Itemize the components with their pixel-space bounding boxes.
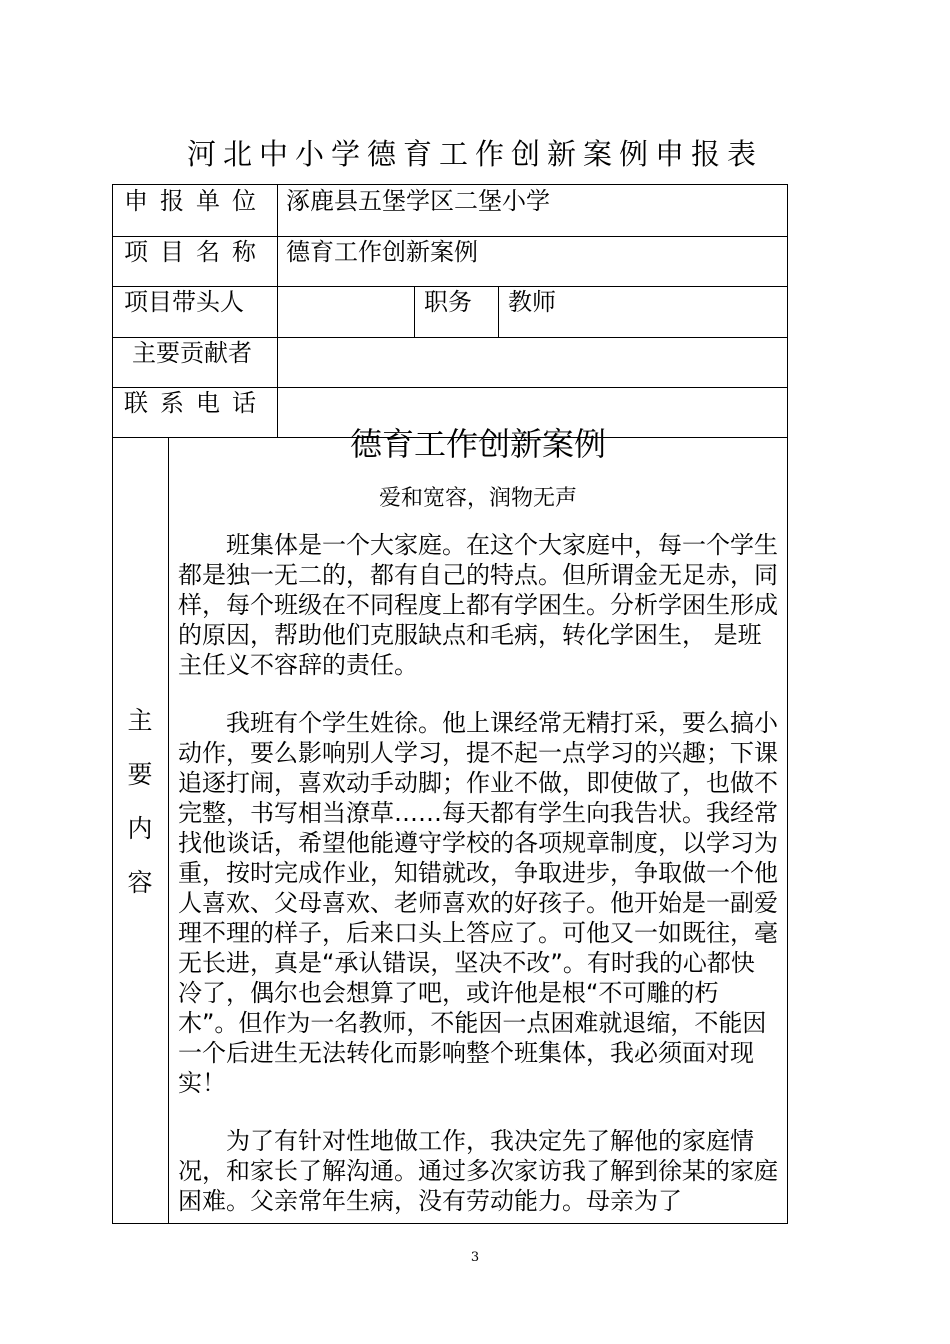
unit-value: 涿鹿县五堡学区二堡小学 xyxy=(286,187,550,215)
page-number: 3 xyxy=(470,1250,480,1265)
side-char: 内 xyxy=(127,814,153,843)
column-divider xyxy=(277,184,278,438)
content-heading: 德育工作创新案例 xyxy=(349,425,606,463)
side-char: 主 xyxy=(127,706,153,735)
main-content xyxy=(178,424,778,1216)
content-paragraph: 班集体是一个大家庭。在这个大家庭中，每一个学生都是独一无二的，都有自己的特点。但所谓金无足赤，同样，每个班级在不同程度上都有学困生。分析学困生形成的原因，帮助他们克服缺点和毛病，转化学困生， 是班主任义不容辞的责任。 xyxy=(178,531,778,679)
column-divider xyxy=(168,437,169,1224)
form-title: 河北中小学德育工作创新案例申报表 xyxy=(186,137,763,171)
project-value: 德育工作创新案例 xyxy=(286,238,478,266)
column-divider xyxy=(414,286,415,337)
project-label: 项目名称 xyxy=(124,238,268,266)
content-paragraph: 为了有针对性地做工作，我决定先了解他的家庭情况，和家长了解沟通。通过多次家访我了解到徐某的家庭困难。父亲常年生病，没有劳动能力。母亲为了 xyxy=(178,1127,778,1215)
content-paragraph: 我班有个学生姓徐。他上课经常无精打采，要么搞小动作，要么影响别人学习，提不起一点学习的兴趣；下课追逐打闹，喜欢动手动脚；作业不做，即使做了，也做不完整，书写相当潦草……每天都有学生向我告状。我经常找他谈话，希望他能遵守学校的各项规章制度，以学习为重，按时完成作业，知错就改，争取进步，争取做一个他人喜欢、父母喜欢、老师喜欢的好孩子。他开始是一副爱理不理的样子，后来口头上答应了。可他又一如既往，毫无长进，真是“承认错误，坚决不改”。有时我的心都快冷了，偶尔也会想算了吧，或许他是根“不可雕的朽木”。但作为一名教师，不能因一点困难就退缩，不能因一个后进生无法转化而影响整个班集体，我必须面对现实！ xyxy=(178,709,778,1097)
content-subheading: 爱和宽容，润物无声 xyxy=(378,486,577,511)
main-content-label xyxy=(112,694,168,910)
position-value: 教师 xyxy=(508,288,556,316)
column-divider xyxy=(498,286,499,337)
contributor-label: 主要贡献者 xyxy=(132,339,252,367)
leader-label: 项目带头人 xyxy=(124,288,244,316)
phone-label: 联系电话 xyxy=(124,389,268,417)
unit-label: 申报单位 xyxy=(124,187,268,215)
position-label: 职务 xyxy=(424,288,472,316)
side-char: 容 xyxy=(127,868,153,897)
side-char: 要 xyxy=(127,760,153,789)
